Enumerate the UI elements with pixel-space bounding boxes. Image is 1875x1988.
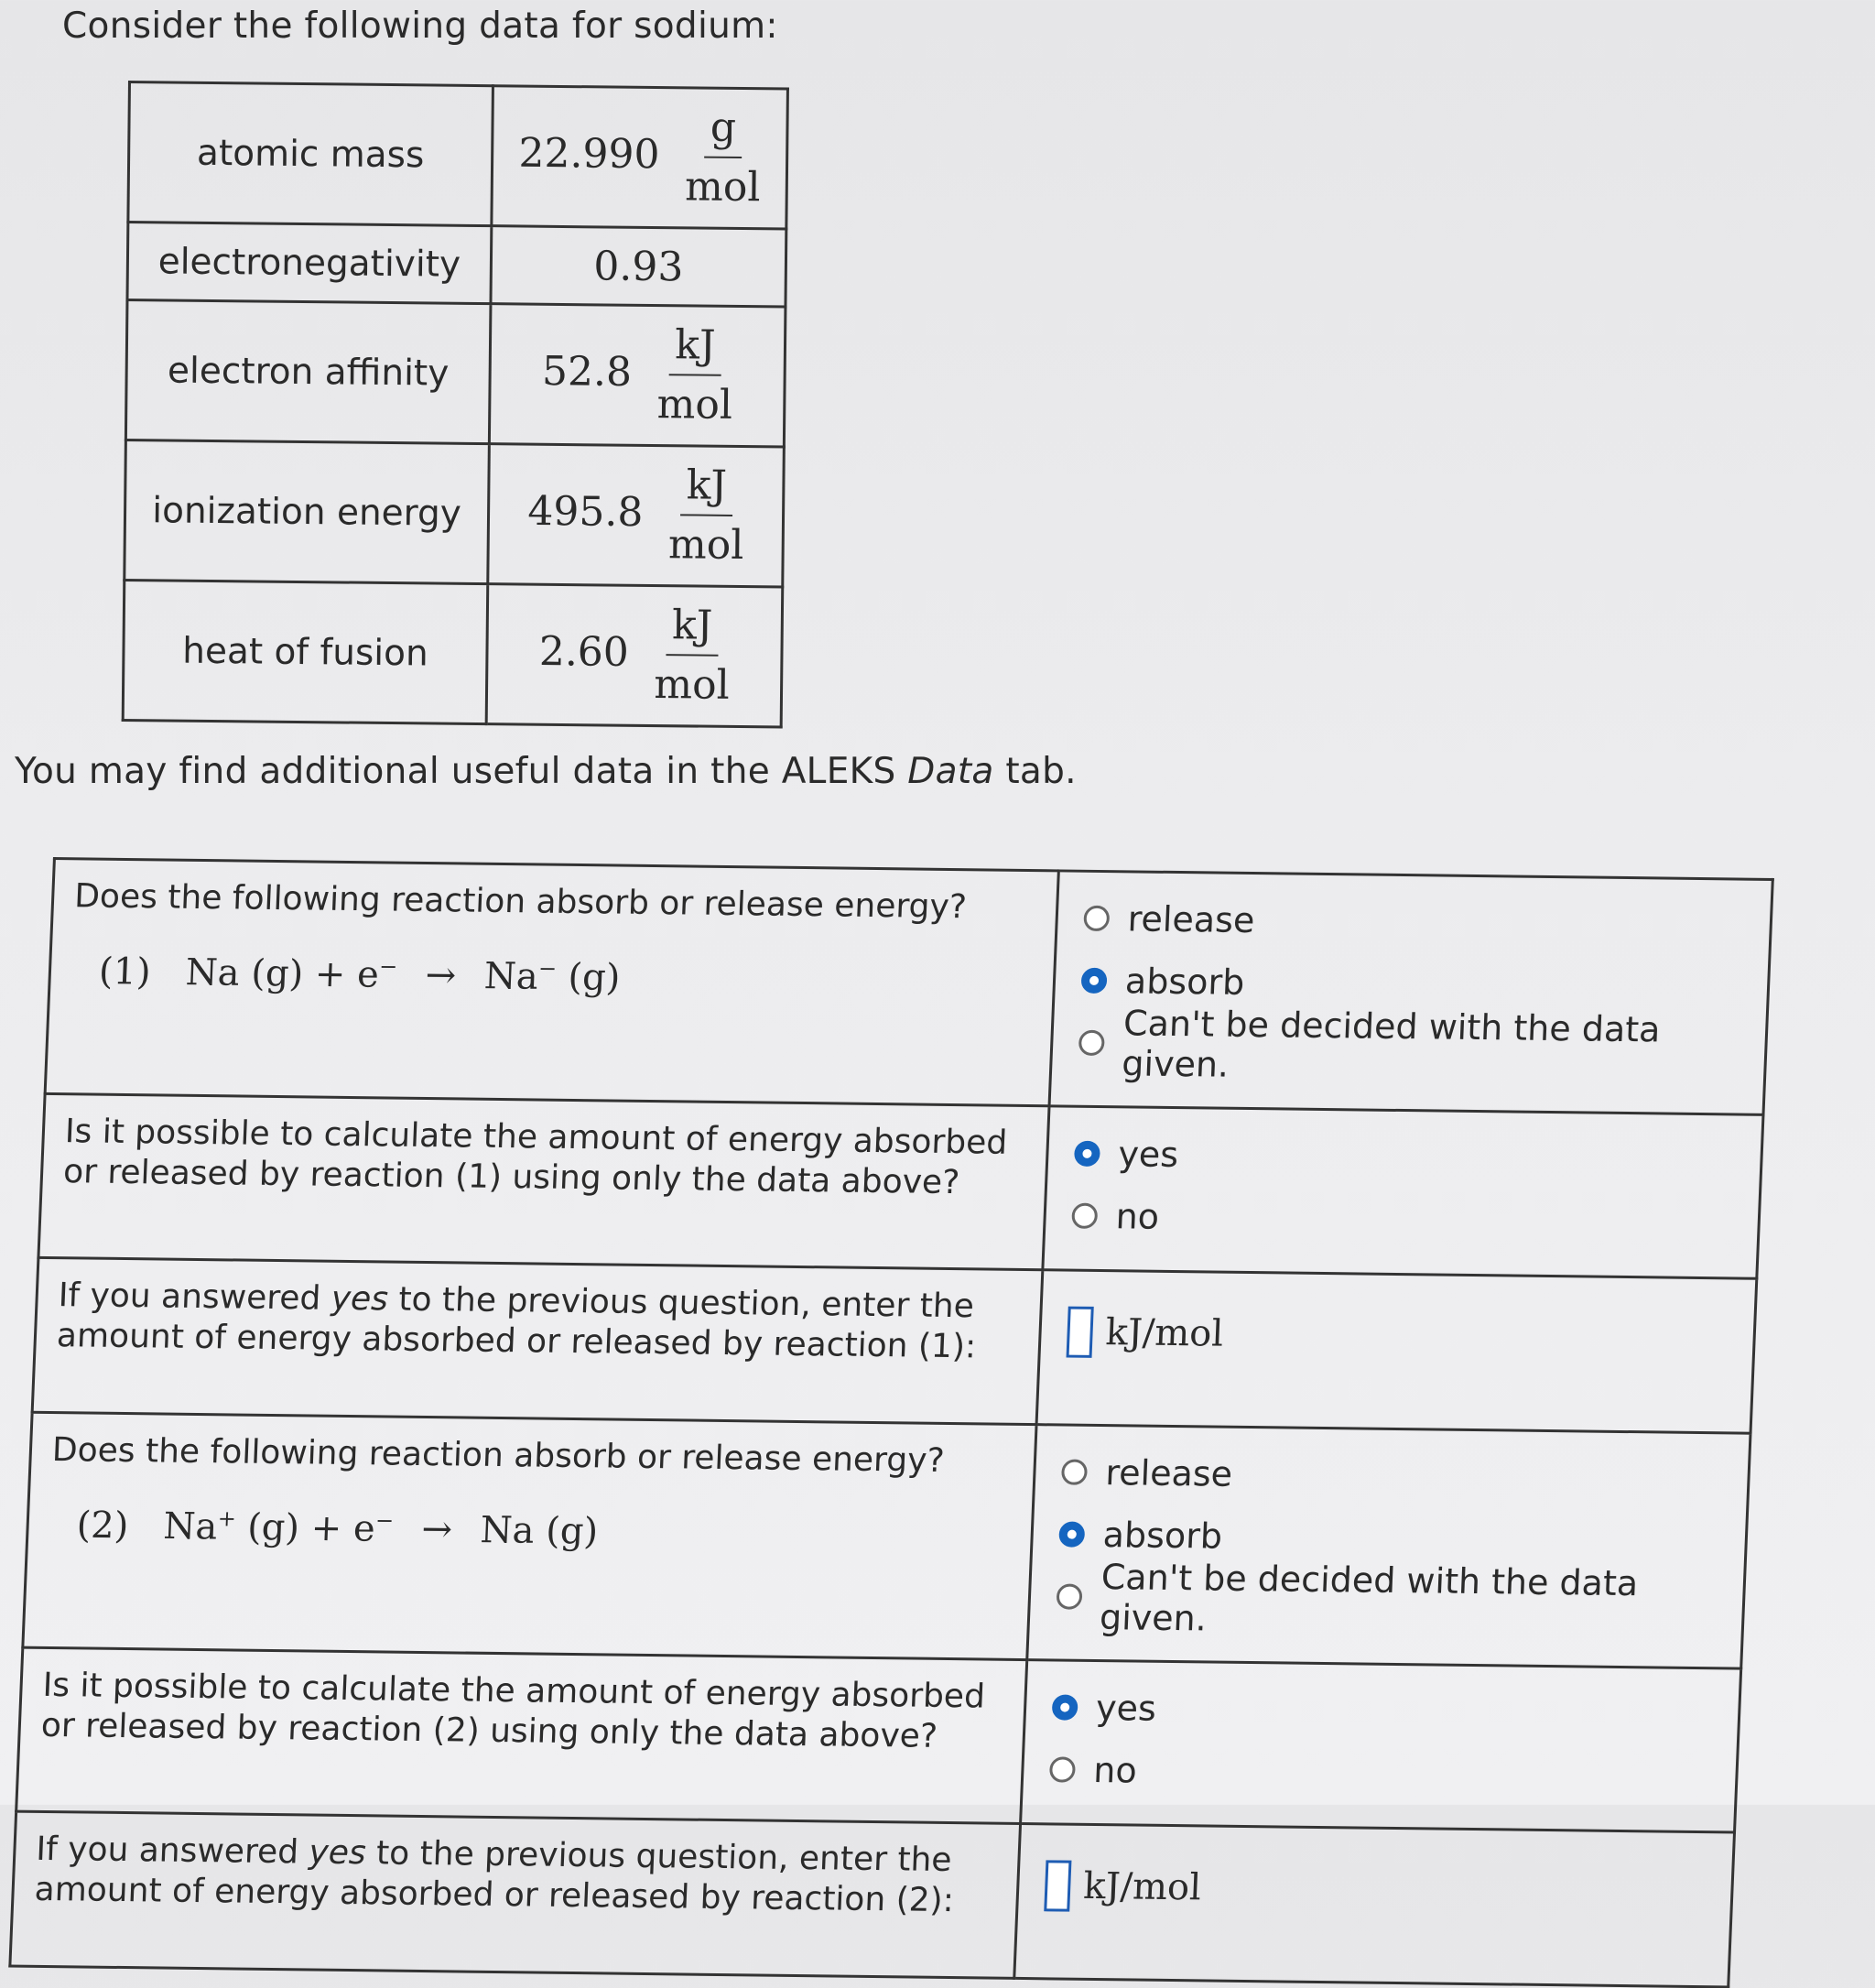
reaction-2: (2) Na+ (g) + e− → Na (g) — [75, 1504, 600, 1553]
arrow-icon: → — [424, 954, 458, 997]
sodium-data-table — [122, 81, 789, 729]
row-value: 2.60 $\frac{kJ}{\text{mol}}$ — [486, 584, 783, 727]
row-value: 495.8 $\frac{kJ}{\text{mol}}$ — [488, 444, 785, 587]
row-value: 22.990 $\frac{g}{\text{mol}}$ — [492, 86, 788, 229]
unit-label: kJ/mol — [1082, 1864, 1202, 1909]
radio-selected-icon[interactable] — [1074, 1141, 1100, 1167]
radio-selected-icon[interactable] — [1052, 1694, 1078, 1720]
arrow-icon: → — [420, 1508, 453, 1551]
question-row-2 — [23, 1412, 1750, 1668]
option-release[interactable]: release — [1082, 887, 1745, 958]
radio-selected-icon[interactable] — [1080, 968, 1107, 994]
radio-icon[interactable] — [1056, 1583, 1082, 1609]
row-value: 52.8 $\frac{kJ}{\text{mol}}$ — [489, 304, 786, 447]
question-row-1b: Is it possible to calculate the amount of energy absorbed or released by reaction (1) using only the data above? yes no — [38, 1093, 1763, 1278]
option-yes[interactable]: yes — [1073, 1123, 1736, 1193]
option-absorb[interactable]: absorb — [1057, 1503, 1720, 1573]
intro-text: Consider the following data for sodium: — [62, 5, 778, 47]
radio-icon[interactable] — [1083, 906, 1110, 931]
row-label: ionization energy — [125, 440, 490, 583]
option-yes[interactable]: yes — [1051, 1676, 1714, 1746]
question-row-1c: If you answered yes to the previous question, enter the amount of energy absorbed or released by reaction (1): kJ/mol — [32, 1257, 1757, 1433]
energy-input-1[interactable] — [1067, 1307, 1094, 1358]
option-no[interactable]: no — [1048, 1738, 1711, 1809]
radio-selected-icon[interactable] — [1058, 1521, 1085, 1547]
option-cant-decide[interactable]: Can't be decided with the data given. — [1056, 1565, 1718, 1635]
table-row — [123, 580, 783, 727]
table-row — [128, 82, 788, 230]
question-prompt: Does the following reaction absorb or release energy? — [73, 877, 968, 927]
question-row-1 — [45, 859, 1772, 1115]
radio-icon[interactable] — [1071, 1203, 1098, 1229]
question-row-2c: If you answered yes to the previous question, enter the amount of energy absorbed or released by reaction (2): kJ/mol — [10, 1811, 1735, 1987]
row-label: electronegativity — [127, 223, 492, 304]
option-no[interactable]: no — [1070, 1185, 1733, 1255]
unit-label: kJ/mol — [1104, 1311, 1225, 1355]
radio-icon[interactable] — [1061, 1460, 1088, 1485]
question-prompt: Does the following reaction absorb or release energy? — [51, 1431, 946, 1480]
radio-icon[interactable] — [1049, 1756, 1076, 1782]
table-row — [125, 440, 785, 587]
table-row — [125, 300, 786, 448]
aleks-note: You may find additional useful data in the ALEKS Data tab. — [15, 751, 1077, 792]
row-label: heat of fusion — [123, 580, 488, 723]
energy-input-2[interactable] — [1044, 1860, 1071, 1911]
question-table — [8, 857, 1774, 1988]
question-row-2b: Is it possible to calculate the amount of energy absorbed or released by reaction (2) using only the data above? yes no — [16, 1647, 1741, 1832]
option-cant-decide[interactable]: Can't be decided with the data given. — [1078, 1012, 1740, 1082]
option-release[interactable]: release — [1060, 1441, 1723, 1512]
option-absorb[interactable]: absorb — [1080, 950, 1743, 1020]
row-value: 0.93 — [491, 226, 786, 307]
row-label: atomic mass — [128, 82, 493, 226]
reaction-1: (1) Na (g) + e− → Na− (g) — [98, 950, 622, 999]
radio-icon[interactable] — [1078, 1030, 1105, 1056]
row-label: electron affinity — [125, 300, 491, 444]
table-row — [127, 223, 786, 308]
